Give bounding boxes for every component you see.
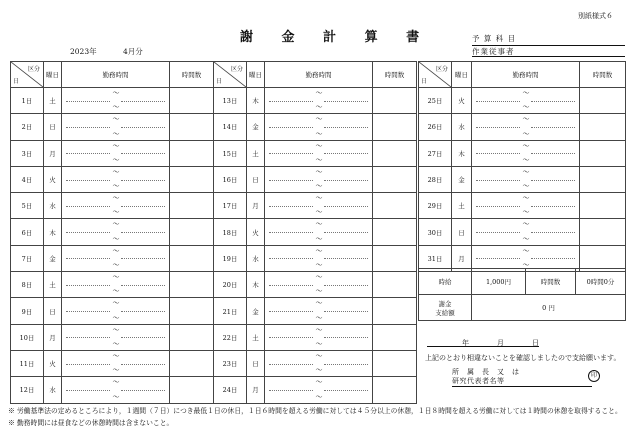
work-time-cell[interactable]: ～ ～ (472, 166, 580, 192)
weekday-cell: 木 (452, 140, 472, 166)
day-cell: 13日 (214, 88, 247, 114)
table-row (214, 114, 417, 140)
hours-cell[interactable] (580, 140, 626, 166)
day-cell: 11日 (11, 350, 44, 376)
weekday-cell: 月 (44, 140, 62, 166)
table-row (214, 219, 417, 245)
weekday-cell: 火 (452, 88, 472, 114)
kubun-header: 区分 日 (419, 62, 452, 88)
work-time-cell[interactable]: ～ ～ (472, 88, 580, 114)
fee-value: 0 円 (472, 295, 626, 321)
hours-cell[interactable] (373, 377, 417, 403)
day-cell: 9日 (11, 298, 44, 324)
day-cell: 5日 (11, 193, 44, 219)
weekday-cell: 月 (247, 377, 265, 403)
work-time-cell[interactable]: ～ ～ (62, 193, 170, 219)
hours-header: 時間数 (373, 62, 417, 88)
table-row (419, 166, 626, 192)
hours-cell[interactable] (580, 166, 626, 192)
weekday-cell: 金 (44, 245, 62, 271)
youbi-header: 曜日 (44, 62, 62, 88)
table-row (11, 166, 214, 192)
work-time-cell[interactable]: ～ ～ (265, 245, 373, 271)
day-cell: 28日 (419, 166, 452, 192)
work-time-cell[interactable]: ～ ～ (472, 114, 580, 140)
table-row (11, 298, 214, 324)
weekday-cell: 木 (247, 272, 265, 298)
weekday-cell: 土 (44, 272, 62, 298)
hours-cell[interactable] (580, 88, 626, 114)
hours-cell[interactable] (170, 245, 214, 271)
table-row (214, 324, 417, 350)
work-time-cell[interactable]: ～ ～ (265, 88, 373, 114)
table-row (214, 298, 417, 324)
hours-cell[interactable] (373, 245, 417, 271)
weekday-cell: 日 (452, 219, 472, 245)
hourly-wage-value: 1,000円 (472, 269, 526, 295)
hours-cell[interactable] (170, 166, 214, 192)
day-cell: 31日 (419, 245, 452, 271)
day-cell: 18日 (214, 219, 247, 245)
day-cell: 14日 (214, 114, 247, 140)
budget-label: 予 算 科 目 (472, 34, 517, 43)
day-cell: 16日 (214, 166, 247, 192)
approver-line (452, 386, 592, 387)
work-time-cell[interactable]: ～ ～ (265, 350, 373, 376)
day-cell: 23日 (214, 350, 247, 376)
weekday-cell: 水 (247, 245, 265, 271)
work-time-cell[interactable]: ～ ～ (62, 219, 170, 245)
work-time-cell[interactable]: ～ ～ (62, 298, 170, 324)
work-time-cell[interactable]: ～ ～ (265, 298, 373, 324)
day-cell: 7日 (11, 245, 44, 271)
weekday-cell: 火 (44, 350, 62, 376)
table-row (11, 88, 214, 114)
youbi-header: 曜日 (247, 62, 265, 88)
work-time-cell[interactable]: ～ ～ (62, 166, 170, 192)
work-time-cell[interactable]: ～ ～ (472, 193, 580, 219)
day-cell: 24日 (214, 377, 247, 403)
worker-label: 作業従事者 (472, 47, 515, 56)
hours-cell[interactable] (373, 324, 417, 350)
work-time-cell[interactable]: ～ ～ (62, 272, 170, 298)
hours-cell[interactable] (373, 272, 417, 298)
table-row (11, 193, 214, 219)
day-cell: 20日 (214, 272, 247, 298)
table-row (11, 219, 214, 245)
table-row (419, 140, 626, 166)
weekday-cell: 日 (247, 166, 265, 192)
table-row (214, 166, 417, 192)
work-time-cell[interactable]: ～ ～ (62, 88, 170, 114)
total-hours-value: 0時間0分 (576, 269, 626, 295)
hourly-wage-label: 時給 (419, 269, 472, 295)
work-time-cell[interactable]: ～ ～ (265, 166, 373, 192)
hours-cell[interactable] (580, 193, 626, 219)
hours-header: 時間数 (170, 62, 214, 88)
day-cell: 12日 (11, 377, 44, 403)
weekday-cell: 火 (247, 219, 265, 245)
hours-cell[interactable] (170, 324, 214, 350)
weekday-cell: 日 (247, 350, 265, 376)
kubun-header: 区分 日 (214, 62, 247, 88)
day-cell: 4日 (11, 166, 44, 192)
worker-line (472, 56, 625, 57)
work-time-cell[interactable]: ～ ～ (265, 219, 373, 245)
totals-table (418, 268, 626, 321)
day-cell: 25日 (419, 88, 452, 114)
hours-cell[interactable] (373, 114, 417, 140)
work-time-header: 勤務時間 (472, 62, 580, 88)
hours-cell[interactable] (373, 219, 417, 245)
table-row (214, 140, 417, 166)
day-cell: 15日 (214, 140, 247, 166)
confirm-text: 上記のとおり相違ないことを確認しましたので支給願います。 (425, 354, 621, 362)
kubun-header: 区分 日 (11, 62, 44, 88)
day-cell: 26日 (419, 114, 452, 140)
work-time-cell[interactable]: ～ ～ (265, 272, 373, 298)
work-time-cell[interactable]: ～ ～ (472, 245, 580, 271)
table-row (11, 272, 214, 298)
hours-cell[interactable] (170, 193, 214, 219)
table-row (419, 114, 626, 140)
day-cell: 2日 (11, 114, 44, 140)
weekday-cell: 木 (247, 88, 265, 114)
day-cell: 22日 (214, 324, 247, 350)
work-time-cell[interactable]: ～ ～ (62, 324, 170, 350)
weekday-cell: 日 (44, 298, 62, 324)
hours-cell[interactable] (170, 298, 214, 324)
work-time-cell[interactable]: ～ ～ (472, 140, 580, 166)
table-row (11, 324, 214, 350)
note-1: ※ 労働基準法の定めるところにより，１週間（７日）につき最低１日の休日，１日６時間を超える労働に対しては４５分以上の休憩，１日８時間を超える労働に対しては１時間の休憩を取得すること。 (8, 407, 622, 415)
day-cell: 21日 (214, 298, 247, 324)
weekday-cell: 月 (44, 324, 62, 350)
weekday-cell: 土 (452, 193, 472, 219)
hours-cell[interactable] (580, 114, 626, 140)
table-row (214, 193, 417, 219)
work-time-header: 勤務時間 (62, 62, 170, 88)
work-time-cell[interactable]: ～ ～ (265, 324, 373, 350)
year-label: 2023年 (70, 47, 97, 56)
weekday-cell: 日 (44, 114, 62, 140)
weekday-cell: 金 (247, 114, 265, 140)
table-row (11, 140, 214, 166)
day-cell: 29日 (419, 193, 452, 219)
weekday-cell: 水 (44, 193, 62, 219)
day-cell: 17日 (214, 193, 247, 219)
note-2: ※ 勤務時間には昼食などの休憩時間は含まないこと。 (8, 419, 174, 427)
weekday-cell: 水 (452, 114, 472, 140)
hours-cell[interactable] (170, 88, 214, 114)
table-row (214, 272, 417, 298)
day-cell: 6日 (11, 219, 44, 245)
day-cell: 19日 (214, 245, 247, 271)
hours-cell[interactable] (580, 219, 626, 245)
timesheet-table-2 (213, 61, 417, 404)
youbi-header: 曜日 (452, 62, 472, 88)
work-time-cell[interactable]: ～ ～ (265, 114, 373, 140)
weekday-cell: 水 (44, 377, 62, 403)
hours-cell[interactable] (373, 350, 417, 376)
table-row (11, 377, 214, 403)
hours-cell[interactable] (373, 88, 417, 114)
table-row (214, 88, 417, 114)
weekday-cell: 土 (247, 140, 265, 166)
work-time-cell[interactable]: ～ ～ (472, 219, 580, 245)
work-time-cell[interactable]: ～ ～ (62, 114, 170, 140)
hours-cell[interactable] (170, 140, 214, 166)
table-row (419, 219, 626, 245)
table-row (419, 193, 626, 219)
table-row (11, 245, 214, 271)
weekday-cell: 火 (44, 166, 62, 192)
weekday-cell: 月 (247, 193, 265, 219)
month-label: 4月分 (123, 47, 143, 56)
table-row (419, 88, 626, 114)
form-number: 別紙様式６ (578, 12, 613, 20)
hours-cell[interactable] (170, 350, 214, 376)
day-cell: 30日 (419, 219, 452, 245)
hours-header: 時間数 (580, 62, 626, 88)
work-time-cell[interactable]: ～ ～ (62, 377, 170, 403)
work-time-cell[interactable]: ～ ～ (62, 245, 170, 271)
timesheet-table-3 (418, 61, 626, 272)
date-line: 年 月 日 (427, 339, 539, 347)
hours-cell[interactable] (373, 166, 417, 192)
table-row (11, 350, 214, 376)
hours-cell[interactable] (373, 140, 417, 166)
hours-cell[interactable] (373, 298, 417, 324)
timesheet-table-1 (10, 61, 214, 404)
hours-cell[interactable] (373, 193, 417, 219)
work-time-cell[interactable]: ～ ～ (265, 193, 373, 219)
seal-icon: 印 (588, 370, 600, 382)
table-row (214, 377, 417, 403)
approver-label: 所 属 長 又 は 研究代表者名等 (452, 368, 520, 385)
work-time-cell[interactable]: ～ ～ (62, 140, 170, 166)
table-row (214, 350, 417, 376)
weekday-cell: 土 (44, 88, 62, 114)
weekday-cell: 金 (452, 166, 472, 192)
work-time-cell[interactable]: ～ ～ (62, 350, 170, 376)
hours-cell[interactable] (170, 272, 214, 298)
hours-cell[interactable] (170, 219, 214, 245)
work-time-cell[interactable]: ～ ～ (265, 377, 373, 403)
hours-cell[interactable] (170, 114, 214, 140)
hours-cell[interactable] (170, 377, 214, 403)
weekday-cell: 月 (452, 245, 472, 271)
day-cell: 1日 (11, 88, 44, 114)
day-cell: 10日 (11, 324, 44, 350)
work-time-header: 勤務時間 (265, 62, 373, 88)
day-cell: 8日 (11, 272, 44, 298)
table-row (11, 114, 214, 140)
page-title: 謝 金 計 算 書 (240, 30, 432, 45)
weekday-cell: 金 (247, 298, 265, 324)
weekday-cell: 土 (247, 324, 265, 350)
table-row (214, 245, 417, 271)
day-cell: 27日 (419, 140, 452, 166)
weekday-cell: 木 (44, 219, 62, 245)
total-hours-label: 時間数 (526, 269, 576, 295)
work-time-cell[interactable]: ～ ～ (265, 140, 373, 166)
fee-label: 謝金 支給額 (419, 295, 472, 321)
day-cell: 3日 (11, 140, 44, 166)
